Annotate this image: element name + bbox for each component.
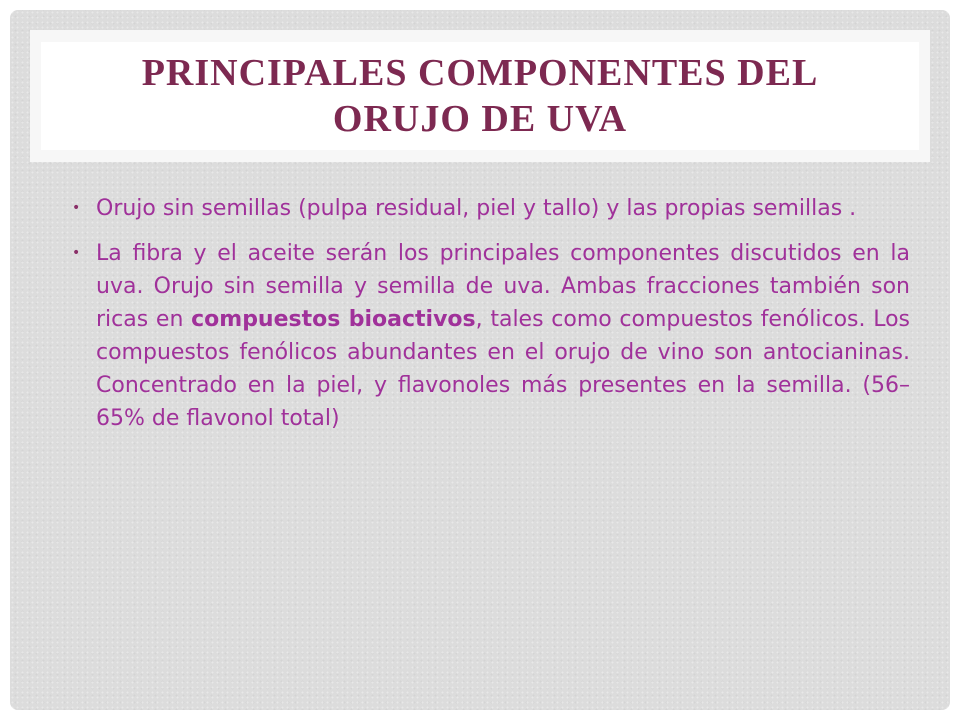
bullet-text-before: La fibra y el aceite serán los principales componentes discutidos en la uva. Orujo sin semilla y semilla de uva. Ambas fracciones también son ricas en <box>96 241 910 332</box>
bullet-item <box>72 192 910 225</box>
bullet-icon: • <box>72 200 81 216</box>
bullet-icon: • <box>72 245 81 261</box>
bullet-list <box>72 192 910 447</box>
title-box <box>41 42 919 150</box>
title-frame <box>30 30 930 162</box>
bullet-text-after: , tales como compuestos fenólicos. Los compuestos fenólicos abundantes en el orujo de vino son antocianinas. Concentrado en la piel, y flavonoles más presentes en la semilla. (56–65% de flavonol total) <box>96 307 910 431</box>
bullet-bold-phrase: compuestos bioactivos <box>191 307 476 332</box>
bullet-item <box>72 237 910 435</box>
bullet-text: Orujo sin semillas (pulpa residual, piel y tallo) y las propias semillas . <box>96 196 857 221</box>
slide <box>10 10 950 710</box>
slide-title: PRINCIPALES COMPONENTES DEL ORUJO DE UVA <box>141 52 819 140</box>
bullet-text <box>96 237 910 435</box>
